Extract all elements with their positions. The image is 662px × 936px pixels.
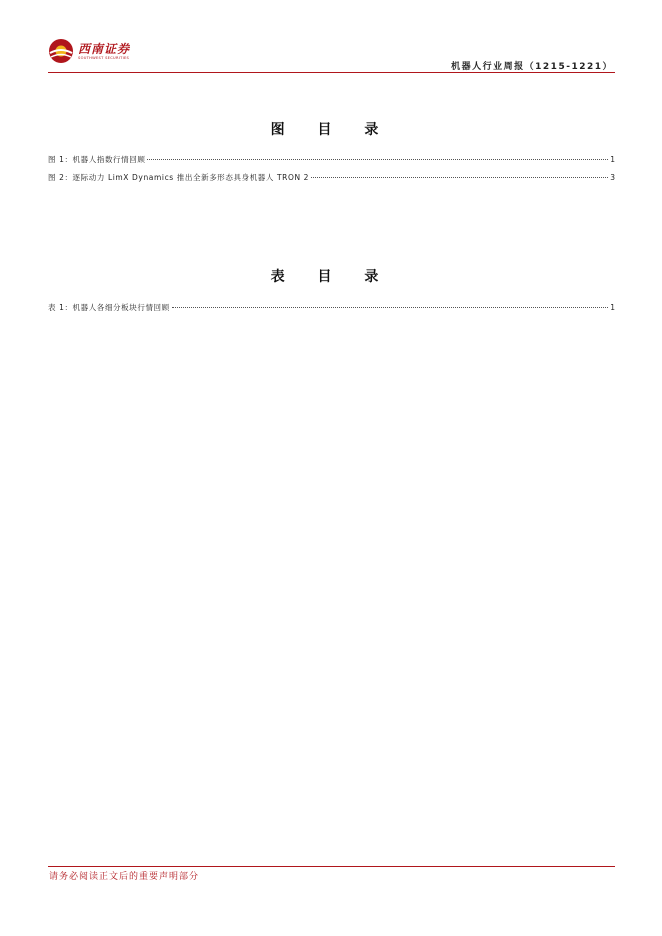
toc-dot-leader bbox=[147, 159, 608, 160]
disclaimer-note: 请务必阅读正文后的重要声明部分 bbox=[49, 872, 200, 882]
toc-entry-page: 1 bbox=[610, 155, 615, 164]
toc-dot-leader bbox=[172, 307, 608, 308]
toc-dot-leader bbox=[311, 177, 608, 178]
page-header bbox=[48, 38, 615, 74]
toc-entry-label: 表 1：机器人各细分板块行情回顾 bbox=[48, 303, 170, 312]
report-title: 机器人行业周报（1215-1221） bbox=[451, 62, 613, 72]
toc-entry-figure-2[interactable] bbox=[48, 172, 615, 190]
logo-chinese-name: 西南证券 bbox=[78, 41, 131, 56]
toc-entry-label: 图 1：机器人指数行情回顾 bbox=[48, 155, 146, 164]
toc-entry-page: 3 bbox=[610, 173, 615, 182]
company-logo bbox=[48, 38, 130, 64]
figures-toc-title: 图 目 录 bbox=[270, 122, 393, 138]
sun-logo-icon bbox=[48, 38, 74, 64]
toc-entry-label: 图 2：逐际动力 LimX Dynamics 推出全新多形态具身机器人 TRON 2 bbox=[48, 173, 310, 182]
header-divider bbox=[48, 72, 615, 73]
figures-toc-list bbox=[48, 154, 615, 190]
logo-english-name: SOUTHWEST SECURITIES bbox=[78, 55, 130, 60]
toc-entry-figure-1[interactable] bbox=[48, 154, 615, 172]
toc-entry-table-1[interactable] bbox=[48, 302, 615, 320]
tables-toc-title: 表 目 录 bbox=[270, 269, 393, 285]
footer-divider bbox=[48, 866, 615, 867]
toc-entry-page: 1 bbox=[610, 303, 615, 312]
tables-toc-list bbox=[48, 302, 615, 320]
